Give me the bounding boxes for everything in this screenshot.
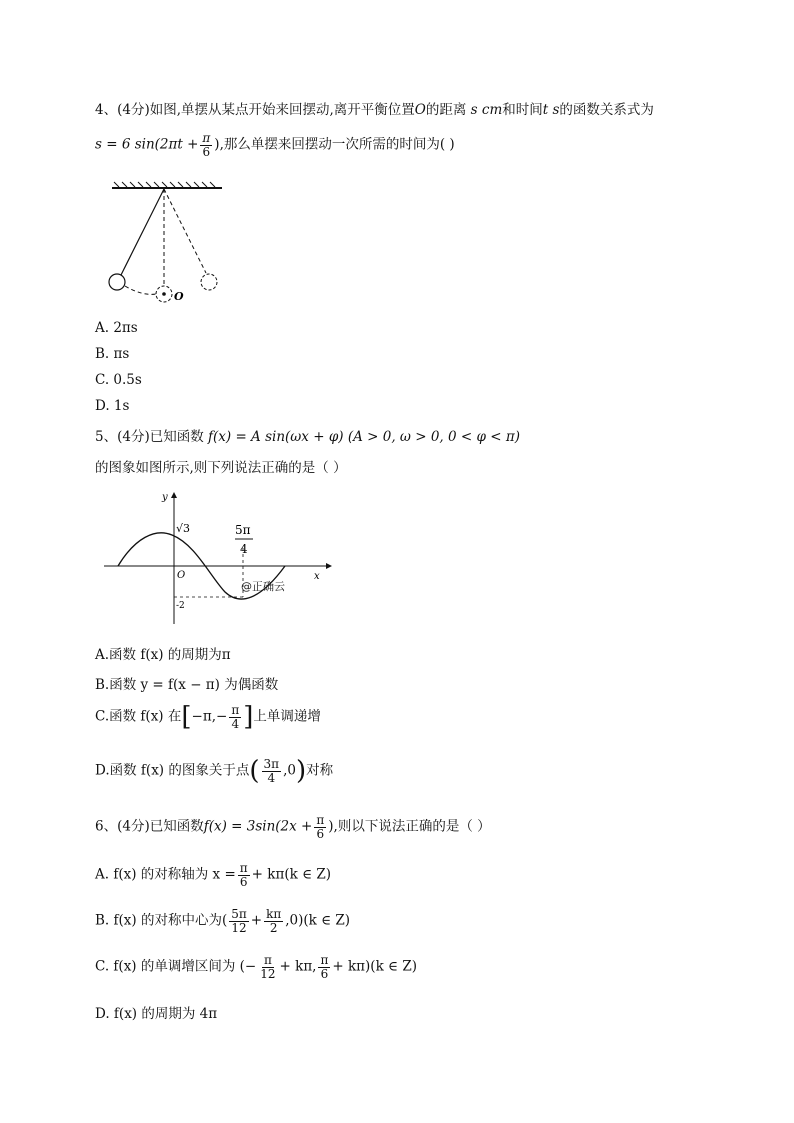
q4-formula-line: s = 6 sin(2πt + $\frac{\pi}{6}$ ),那么单摆来回摆动一次所需的时间为( ) xyxy=(95,131,455,159)
watermark: @正确云 xyxy=(241,580,285,593)
q6-option-b[interactable]: B. f(x) 的对称中心为( $\frac{5\pi}{12}$ + $\frac{k\pi}{2}$ ,0)(k ∈ Z) xyxy=(95,907,351,935)
pendulum-bob xyxy=(109,274,125,290)
q5-option-d[interactable]: D.函数 f(x) 的图象关于点( $\frac{3\pi}{4}$ ,0)对称 xyxy=(95,756,334,786)
q5-option-a[interactable]: A.函数 f(x) 的周期为π xyxy=(95,647,231,663)
sine-graph-figure xyxy=(100,488,335,628)
q6-option-d[interactable]: D. f(x) 的周期为 4π xyxy=(95,1006,218,1022)
q4-option-c[interactable]: C. 0.5s xyxy=(95,372,142,388)
five-pi-denominator: 4 xyxy=(240,542,248,556)
q4-option-b[interactable]: B. πs xyxy=(95,346,130,362)
q6-stem: 6、(4分)已知函数f(x) = 3sin(2x + $\frac{\pi}{6}$ ),则以下说法正确的是（ ） xyxy=(95,813,491,841)
q5-stem-line2: 的图象如图所示,则下列说法正确的是（ ） xyxy=(95,460,347,476)
five-pi-numerator: 5π xyxy=(235,523,251,537)
q5-stem-line1: 5、(4分)已知函数 f(x) = A sin(ωx + φ) (A > 0, ω > 0, 0 < φ < π) xyxy=(95,429,520,445)
q6-option-c[interactable]: C. f(x) 的单调增区间为 (− $\frac{\pi}{12}$ + kπ, $\frac{\pi}{6}$ + kπ)(k ∈ Z) xyxy=(95,953,417,981)
x-axis-label: x xyxy=(314,571,320,582)
q5-option-c[interactable]: C.函数 f(x) 在[−π,− $\frac{\pi}{4}$ ]上单调递增 xyxy=(95,702,321,732)
pendulum-string xyxy=(121,189,164,275)
sqrt3-label: √3 xyxy=(176,522,191,535)
pendulum-figure xyxy=(100,178,240,308)
y-axis-label: y xyxy=(162,492,168,503)
q4-option-d[interactable]: D. 1s xyxy=(95,398,130,414)
q5-option-b[interactable]: B.函数 y = f(x − π) 为偶函数 xyxy=(95,677,279,693)
q4-option-a[interactable]: A. 2πs xyxy=(95,320,138,336)
origin-label: O xyxy=(177,570,186,581)
minus2-label: -2 xyxy=(176,601,185,611)
q4-stem-line1: 4、(4分)如图,单摆从某点开始来回摆动,离开平衡位置O的距离 s cm和时间t s的函数关系式为 xyxy=(95,102,654,118)
q6-option-a[interactable]: A. f(x) 的对称轴为 x = $\frac{\pi}{6}$ + kπ(k ∈ Z) xyxy=(95,861,331,889)
figure-label-O: O xyxy=(174,290,184,303)
